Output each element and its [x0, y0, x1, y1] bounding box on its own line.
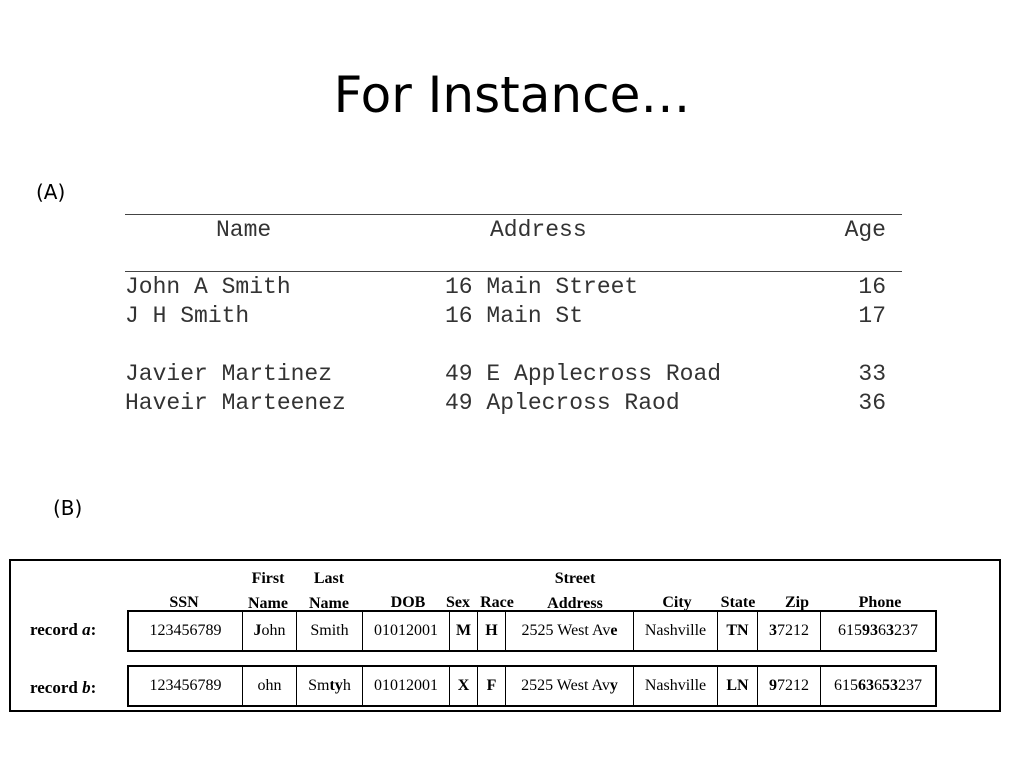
record-a-first-name-rest: ohn	[261, 622, 286, 639]
record-b-label-var: b	[82, 678, 91, 697]
record-a-first-name	[243, 612, 297, 650]
table-a-name: John A Smith	[125, 274, 291, 300]
record-b-ssn: 123456789	[129, 667, 243, 705]
record-a-phone-part: 6	[878, 622, 886, 639]
table-a-address: 49 E Applecross Road	[445, 361, 722, 387]
record-a-first-name-diff: J	[253, 622, 262, 639]
header-zip: Zip	[784, 594, 809, 611]
table-a-age: 36	[858, 390, 886, 416]
table-a-address: 49 Aplecross Raod	[445, 390, 680, 416]
record-b-phone	[821, 667, 935, 705]
header-sex: Sex	[446, 594, 470, 611]
record-a-state: TN	[718, 612, 758, 650]
record-b-first-name	[243, 667, 297, 705]
record-b-phone-diff: 63	[858, 677, 874, 694]
header-first-name-line1: First	[251, 570, 285, 587]
section-a-label: (A)	[36, 180, 66, 204]
section-b-label: (B)	[53, 496, 83, 520]
record-a-label-prefix: record	[30, 620, 83, 639]
record-a-phone-part: 237	[894, 622, 918, 639]
record-a-label-var: a	[82, 620, 91, 639]
header-last-name	[297, 566, 361, 616]
header-street-line2: Address	[547, 595, 603, 612]
header-state: State	[720, 594, 756, 611]
slide-title: For Instance…	[333, 66, 691, 124]
header-street-line1: Street	[554, 570, 596, 587]
header-dob: DOB	[390, 594, 426, 611]
record-a-zip-rest: 7212	[777, 622, 809, 639]
header-first-name-line2: Name	[248, 595, 288, 612]
record-b-street	[506, 667, 634, 705]
header-ssn: SSN	[169, 594, 199, 611]
record-a-phone	[821, 612, 935, 650]
header-phone: Phone	[858, 594, 902, 611]
record-b-state: LN	[718, 667, 758, 705]
record-b-sex: X	[450, 667, 478, 705]
record-a-street	[506, 612, 634, 650]
record-b-phone-part: 615	[834, 677, 858, 694]
table-a-address: 16 Main Street	[445, 274, 639, 300]
record-b-last-name-rest: h	[342, 677, 351, 694]
record-a-street-same: 2525 West Av	[521, 622, 611, 639]
record-b-city: Nashville	[634, 667, 718, 705]
record-b-last-name-same: Sm	[308, 677, 330, 694]
record-a-street-diff: e	[610, 622, 618, 639]
record-b-phone-diff: 53	[882, 677, 898, 694]
record-a-city: Nashville	[634, 612, 718, 650]
table-a-header-name: Name	[216, 217, 272, 243]
header-city: City	[662, 594, 692, 611]
record-b-row	[127, 665, 937, 707]
record-a-sex: M	[450, 612, 478, 650]
header-last-name-line1: Last	[313, 570, 345, 587]
record-b-race: F	[478, 667, 506, 705]
header-race: Race	[480, 594, 514, 611]
record-b-last-name	[297, 667, 363, 705]
table-a-name: Haveir Marteenez	[125, 390, 346, 416]
record-a-phone-diff: 3	[886, 622, 894, 639]
table-a-age: 16	[858, 274, 886, 300]
table-a-header-rule	[125, 271, 902, 272]
record-a-ssn: 123456789	[129, 612, 243, 650]
record-a-row	[127, 610, 937, 652]
table-a-header-address: Address	[490, 217, 587, 243]
record-b-first-name-rest: ohn	[257, 677, 282, 694]
header-first-name	[241, 566, 295, 616]
record-a-last-name: Smith	[297, 612, 363, 650]
table-a-name: Javier Martinez	[125, 361, 333, 387]
record-a-phone-diff: 93	[862, 622, 878, 639]
table-a-age: 33	[858, 361, 886, 387]
record-b-phone-part: 6	[874, 677, 882, 694]
record-b-zip	[758, 667, 821, 705]
table-a-name: J H Smith	[125, 303, 250, 329]
record-b-zip-diff: 9	[769, 677, 777, 694]
record-a-label-suffix: :	[90, 620, 97, 639]
record-a-zip-diff: 3	[769, 622, 777, 639]
record-b-phone-part: 237	[898, 677, 922, 694]
record-b-last-name-diff: ty	[329, 677, 343, 694]
record-a-zip	[758, 612, 821, 650]
record-b-dob: 01012001	[363, 667, 450, 705]
table-a-header-age: Age	[844, 217, 886, 243]
table-a-top-rule	[125, 214, 902, 215]
record-a-dob: 01012001	[363, 612, 450, 650]
record-a-label	[30, 620, 96, 640]
record-b-label	[30, 678, 96, 698]
table-a-address: 16 Main St	[445, 303, 584, 329]
record-a-phone-part: 615	[838, 622, 862, 639]
record-b-zip-rest: 7212	[777, 677, 809, 694]
header-street-address	[507, 566, 643, 616]
table-a-age: 17	[858, 303, 886, 329]
header-last-name-line2: Name	[309, 595, 349, 612]
record-b-street-same: 2525 West Av	[521, 677, 610, 694]
record-b-street-diff: y	[609, 677, 618, 694]
record-b-label-prefix: record	[30, 678, 83, 697]
record-a-race: H	[478, 612, 506, 650]
record-b-label-suffix: :	[90, 678, 97, 697]
